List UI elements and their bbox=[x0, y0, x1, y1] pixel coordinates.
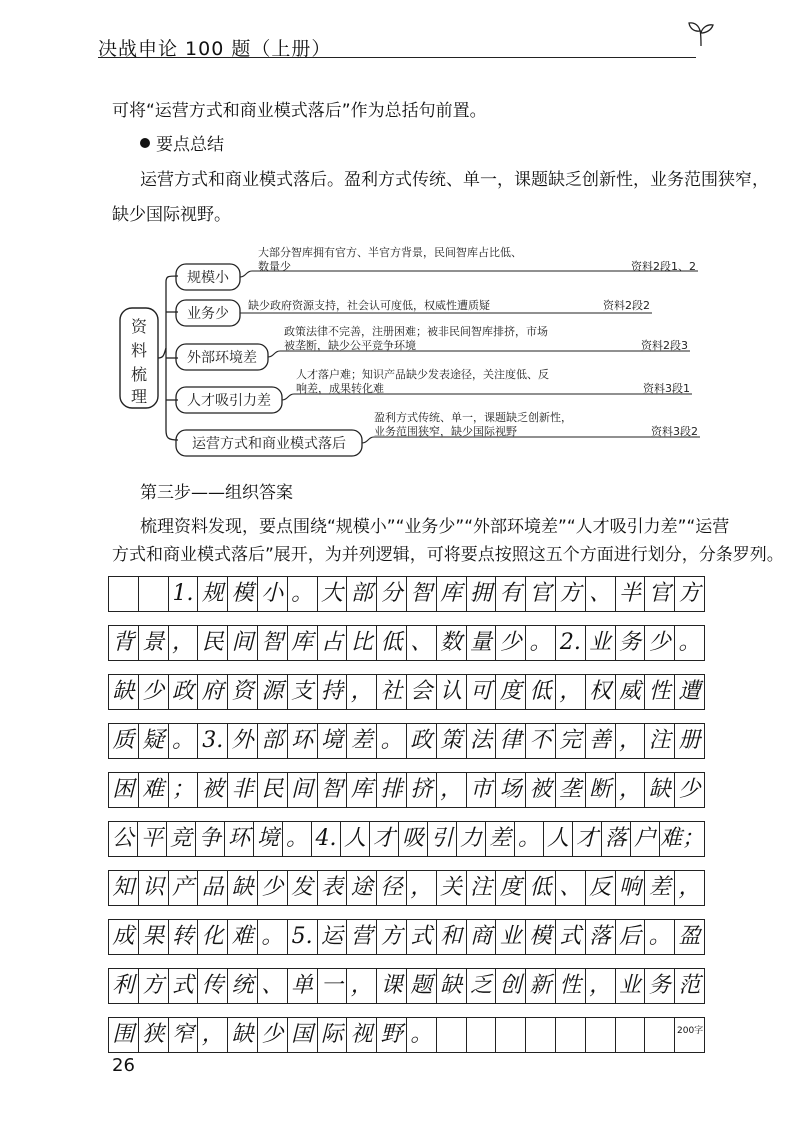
grid-cell: ， bbox=[347, 969, 377, 1003]
branch-note: 盈利方式传统、单一，课题缺乏创新性， bbox=[374, 411, 572, 424]
grid-cell: 务 bbox=[645, 969, 675, 1003]
grid-cell: 发 bbox=[288, 871, 318, 905]
mind-map bbox=[112, 240, 712, 470]
grid-cell: 后 bbox=[616, 920, 646, 954]
grid-cell: 吸 bbox=[399, 822, 428, 856]
grid-cell: ， bbox=[407, 871, 437, 905]
grid-cell: 智 bbox=[318, 773, 348, 807]
grid-cell: 途 bbox=[347, 871, 377, 905]
grid-cell: 库 bbox=[347, 773, 377, 807]
grid-cell: 成 bbox=[109, 920, 139, 954]
section-title: 要点总结 bbox=[156, 135, 224, 155]
grid-cell: 传 bbox=[198, 969, 228, 1003]
sprout-icon bbox=[686, 20, 716, 48]
grid-row bbox=[108, 919, 705, 955]
grid-cell: 响 bbox=[616, 871, 646, 905]
grid-cell: 可 bbox=[467, 675, 497, 709]
grid-cell: 利 bbox=[109, 969, 139, 1003]
grid-cell: 人 bbox=[341, 822, 370, 856]
grid-cell: 少 bbox=[139, 675, 169, 709]
grid-cell: 业 bbox=[616, 969, 646, 1003]
grid-cell: 径 bbox=[377, 871, 407, 905]
grid-cell: 遭 bbox=[678, 679, 701, 704]
grid-cell: 大 bbox=[318, 577, 348, 611]
grid-cell: 境 bbox=[318, 724, 348, 758]
grid-cell: 落 bbox=[602, 822, 631, 856]
grid-row bbox=[108, 772, 705, 808]
grid-cell: 部 bbox=[258, 724, 288, 758]
grid-cell: 营 bbox=[347, 920, 377, 954]
grid-cell: ， bbox=[616, 773, 646, 807]
grid-cell: 策 bbox=[437, 724, 467, 758]
grid-row bbox=[108, 1017, 705, 1053]
grid-cell: 府 bbox=[198, 675, 228, 709]
grid-cell: 际 bbox=[318, 1018, 348, 1052]
summary-line-1: 运营方式和商业模式落后。盈利方式传统、单一，课题缺乏创新性，业务范围狭窄， bbox=[140, 170, 769, 190]
grid-cell: 智 bbox=[258, 626, 288, 660]
grid-cell: 少 bbox=[258, 871, 288, 905]
grid-cell: 性 bbox=[645, 675, 675, 709]
grid-row bbox=[108, 821, 705, 857]
grid-cell: 商 bbox=[467, 920, 497, 954]
header-rule bbox=[98, 57, 696, 58]
grid-cell: 。 bbox=[678, 630, 701, 655]
grid-cell: 缺 bbox=[228, 871, 258, 905]
grid-cell: 难； bbox=[660, 826, 705, 851]
grid-cell: 和 bbox=[437, 920, 467, 954]
grid-cell: 挤 bbox=[407, 773, 437, 807]
mindmap-root-char: 料 bbox=[130, 341, 148, 360]
grid-cell: 。 bbox=[515, 822, 544, 856]
branch-label: 外部环境差 bbox=[187, 350, 257, 366]
grid-cell: 。 bbox=[169, 724, 199, 758]
grid-cell: 资 bbox=[228, 675, 258, 709]
grid-cell bbox=[467, 1018, 497, 1052]
grid-cell: 间 bbox=[288, 773, 318, 807]
grid-cell: 困 bbox=[109, 773, 139, 807]
grid-cell: 环 bbox=[288, 724, 318, 758]
grid-cell: 产 bbox=[169, 871, 199, 905]
grid-row bbox=[108, 870, 705, 906]
grid-cell: 差 bbox=[645, 871, 675, 905]
grid-cell: 创 bbox=[496, 969, 526, 1003]
grid-cell: 智 bbox=[407, 577, 437, 611]
grid-cell: 场 bbox=[496, 773, 526, 807]
grid-cell: 非 bbox=[228, 773, 258, 807]
grid-cell: 政 bbox=[407, 724, 437, 758]
grid-cell: 国 bbox=[288, 1018, 318, 1052]
grid-cell: ， bbox=[678, 875, 701, 900]
grid-cell: 威 bbox=[616, 675, 646, 709]
branch-label: 业务少 bbox=[187, 306, 229, 322]
grid-cell: 被 bbox=[198, 773, 228, 807]
branch-label: 人才吸引力差 bbox=[187, 393, 271, 409]
word-count-mark: 200字 bbox=[677, 1026, 704, 1036]
grid-cell: 持 bbox=[318, 675, 348, 709]
grid-cell: 官 bbox=[645, 577, 675, 611]
grid-cell: ， bbox=[437, 773, 467, 807]
branch-note: 被垄断，缺少公平竞争环境 bbox=[284, 339, 416, 352]
grid-cell: 方 bbox=[556, 577, 586, 611]
grid-cell: 权 bbox=[586, 675, 616, 709]
book-title: 决战申论 100 题（上册） bbox=[98, 38, 332, 60]
grid-cell: 境 bbox=[254, 822, 283, 856]
grid-cell: 窄 bbox=[169, 1018, 199, 1052]
grid-cell: 数 bbox=[437, 626, 467, 660]
grid-cell: 题 bbox=[407, 969, 437, 1003]
grid-cell: 人 bbox=[544, 822, 573, 856]
grid-cell: 业 bbox=[496, 920, 526, 954]
grid-cell: 背 bbox=[109, 626, 139, 660]
grid-cell: 质 bbox=[109, 724, 139, 758]
grid-cell: 野 bbox=[377, 1018, 407, 1052]
grid-cell: ， bbox=[556, 675, 586, 709]
grid-cell: 新 bbox=[526, 969, 556, 1003]
mindmap-root-char: 梳 bbox=[130, 365, 148, 384]
summary-line-2: 缺少国际视野。 bbox=[112, 205, 231, 225]
grid-cell: 度 bbox=[496, 871, 526, 905]
grid-cell: 性 bbox=[556, 969, 586, 1003]
branch-source: 资料2段3 bbox=[641, 339, 688, 352]
grid-cell: 果 bbox=[139, 920, 169, 954]
branch-source: 资料2段1、2 bbox=[631, 260, 696, 273]
grid-cell: 狭 bbox=[139, 1018, 169, 1052]
grid-cell: 模 bbox=[228, 577, 258, 611]
grid-cell: ， bbox=[198, 1018, 228, 1052]
grid-cell: 缺 bbox=[228, 1018, 258, 1052]
grid-cell: 统 bbox=[228, 969, 258, 1003]
grid-cell: ； bbox=[169, 773, 199, 807]
grid-cell: 垄 bbox=[556, 773, 586, 807]
grid-cell: 排 bbox=[377, 773, 407, 807]
grid-cell: 品 bbox=[198, 871, 228, 905]
grid-cell: 方 bbox=[377, 920, 407, 954]
branch-label: 运营方式和商业模式落后 bbox=[192, 436, 346, 452]
grid-cell: 课 bbox=[377, 969, 407, 1003]
grid-cell bbox=[586, 1018, 616, 1052]
grid-cell: 方 bbox=[139, 969, 169, 1003]
grid-cell: 4. bbox=[312, 822, 341, 856]
grid-cell: 被 bbox=[526, 773, 556, 807]
grid-cell bbox=[526, 1018, 556, 1052]
grid-cell: 缺 bbox=[109, 675, 139, 709]
grid-cell: 法 bbox=[467, 724, 497, 758]
grid-cell: 支 bbox=[288, 675, 318, 709]
grid-cell: 难 bbox=[139, 773, 169, 807]
branch-note: 人才落户难；知识产品缺少发表途径，关注度低、反 bbox=[296, 368, 549, 381]
grid-cell: 争 bbox=[196, 822, 225, 856]
grid-cell: 疑 bbox=[139, 724, 169, 758]
grid-cell: 一 bbox=[318, 969, 348, 1003]
grid-cell: 环 bbox=[225, 822, 254, 856]
grid-cell: 源 bbox=[258, 675, 288, 709]
grid-cell: 公 bbox=[109, 822, 138, 856]
grid-cell: 分 bbox=[377, 577, 407, 611]
grid-cell: 小 bbox=[258, 577, 288, 611]
grid-cell: ， bbox=[616, 724, 646, 758]
grid-cell: 完 bbox=[556, 724, 586, 758]
grid-cell: 、 bbox=[258, 969, 288, 1003]
grid-cell: 识 bbox=[139, 871, 169, 905]
mindmap-root-char: 理 bbox=[130, 387, 148, 406]
grid-row bbox=[108, 576, 705, 612]
step-line-2: 方式和商业模式落后”展开，为并列逻辑，可将要点按照这五个方面进行划分，分条罗列。 bbox=[112, 545, 784, 565]
grid-cell bbox=[645, 1018, 675, 1052]
grid-cell: 单 bbox=[288, 969, 318, 1003]
grid-row bbox=[108, 723, 705, 759]
grid-cell: 。 bbox=[283, 822, 312, 856]
grid-cell: 转 bbox=[169, 920, 199, 954]
grid-cell: 库 bbox=[437, 577, 467, 611]
branch-note: 缺少政府资源支持，社会认可度低，权威性遭质疑 bbox=[248, 299, 490, 312]
branch-note: 响差，成果转化难 bbox=[296, 382, 384, 395]
grid-cell: 2. bbox=[556, 626, 586, 660]
grid-cell: 力 bbox=[457, 822, 486, 856]
grid-cell: 式 bbox=[407, 920, 437, 954]
grid-cell: 式 bbox=[169, 969, 199, 1003]
mindmap-root-char: 资 bbox=[130, 317, 148, 336]
grid-cell: 方 bbox=[678, 581, 701, 606]
grid-cell bbox=[556, 1018, 586, 1052]
grid-cell: 缺 bbox=[645, 773, 675, 807]
grid-cell: 少 bbox=[258, 1018, 288, 1052]
grid-row bbox=[108, 674, 705, 710]
grid-cell: 。 bbox=[288, 577, 318, 611]
grid-cell: ， bbox=[586, 969, 616, 1003]
grid-cell: 比 bbox=[347, 626, 377, 660]
grid-cell: 难 bbox=[228, 920, 258, 954]
bullet-icon bbox=[140, 138, 150, 148]
grid-cell: 范 bbox=[678, 973, 701, 998]
intro-line: 可将“运营方式和商业模式落后”作为总括句前置。 bbox=[112, 101, 487, 121]
section-heading bbox=[140, 135, 224, 155]
grid-row bbox=[108, 968, 705, 1004]
branch-source: 资料3段1 bbox=[643, 382, 690, 395]
grid-cell: 政 bbox=[169, 675, 199, 709]
grid-cell: 才 bbox=[573, 822, 602, 856]
grid-cell: 差 bbox=[347, 724, 377, 758]
grid-cell: 差 bbox=[486, 822, 515, 856]
grid-cell: 会 bbox=[407, 675, 437, 709]
page-number: 26 bbox=[112, 1055, 135, 1076]
grid-cell: 低 bbox=[526, 871, 556, 905]
branch-note: 政策法律不完善，注册困难；被非民间智库排挤，市场 bbox=[284, 325, 548, 338]
grid-cell: 少 bbox=[496, 626, 526, 660]
grid-cell: 业 bbox=[586, 626, 616, 660]
grid-cell: 市 bbox=[467, 773, 497, 807]
grid-cell: 3. bbox=[198, 724, 228, 758]
grid-cell: 景 bbox=[139, 626, 169, 660]
grid-cell: 规 bbox=[198, 577, 228, 611]
branch-note: 业务范围狭窄，缺少国际视野 bbox=[374, 425, 517, 438]
grid-cell: 间 bbox=[228, 626, 258, 660]
grid-cell: 缺 bbox=[437, 969, 467, 1003]
grid-cell: 半 bbox=[616, 577, 646, 611]
step-line-1: 梳理资料发现，要点围绕“规模小”“业务少”“外部环境差”“人才吸引力差”“运营 bbox=[140, 517, 730, 537]
branch-source: 资料2段2 bbox=[603, 299, 650, 312]
grid-cell: 户 bbox=[631, 822, 660, 856]
grid-cell: 少 bbox=[678, 777, 701, 802]
grid-cell: 、 bbox=[407, 626, 437, 660]
grid-cell: 、 bbox=[586, 577, 616, 611]
grid-cell: 量 bbox=[467, 626, 497, 660]
grid-cell: 部 bbox=[347, 577, 377, 611]
grid-cell: 民 bbox=[258, 773, 288, 807]
grid-cell: ， bbox=[347, 675, 377, 709]
grid-cell: ， bbox=[169, 626, 199, 660]
grid-cell: 认 bbox=[437, 675, 467, 709]
branch-source: 资料3段2 bbox=[651, 425, 698, 438]
grid-cell: 低 bbox=[377, 626, 407, 660]
branch-note: 大部分智库拥有官方、半官方背景，民间智库占比低、 bbox=[258, 246, 522, 259]
grid-cell: 。 bbox=[645, 920, 675, 954]
step-title: 第三步——组织答案 bbox=[140, 483, 293, 503]
grid-cell: 注 bbox=[467, 871, 497, 905]
grid-cell: 律 bbox=[496, 724, 526, 758]
grid-cell bbox=[109, 577, 139, 611]
grid-cell: 。 bbox=[526, 626, 556, 660]
grid-cell: 注 bbox=[645, 724, 675, 758]
grid-cell: 才 bbox=[370, 822, 399, 856]
grid-cell: 务 bbox=[616, 626, 646, 660]
grid-cell: 度 bbox=[496, 675, 526, 709]
grid-cell: 少 bbox=[645, 626, 675, 660]
grid-cell: 乏 bbox=[467, 969, 497, 1003]
grid-cell: 有 bbox=[496, 577, 526, 611]
grid-cell: 占 bbox=[318, 626, 348, 660]
grid-cell: 民 bbox=[198, 626, 228, 660]
grid-cell: 引 bbox=[428, 822, 457, 856]
grid-cell bbox=[496, 1018, 526, 1052]
grid-cell: 5. bbox=[288, 920, 318, 954]
grid-cell: 低 bbox=[526, 675, 556, 709]
grid-cell: 。 bbox=[407, 1018, 437, 1052]
grid-cell: 平 bbox=[138, 822, 167, 856]
grid-cell: 。 bbox=[377, 724, 407, 758]
grid-cell: 1. bbox=[169, 577, 199, 611]
grid-cell: 外 bbox=[228, 724, 258, 758]
grid-cell: 知 bbox=[109, 871, 139, 905]
grid-cell bbox=[437, 1018, 467, 1052]
grid-cell: 视 bbox=[347, 1018, 377, 1052]
grid-cell bbox=[616, 1018, 646, 1052]
grid-cell: 官 bbox=[526, 577, 556, 611]
grid-cell: 库 bbox=[288, 626, 318, 660]
grid-cell: 表 bbox=[318, 871, 348, 905]
grid-cell: 社 bbox=[377, 675, 407, 709]
grid-cell: 运 bbox=[318, 920, 348, 954]
grid-cell: 拥 bbox=[467, 577, 497, 611]
grid-cell: 善 bbox=[586, 724, 616, 758]
grid-cell: 模 bbox=[526, 920, 556, 954]
grid-cell: 不 bbox=[526, 724, 556, 758]
grid-cell bbox=[139, 577, 169, 611]
grid-cell: 竞 bbox=[167, 822, 196, 856]
branch-note: 数量少 bbox=[258, 260, 291, 273]
grid-cell: 关 bbox=[437, 871, 467, 905]
grid-cell: 化 bbox=[198, 920, 228, 954]
grid-cell: 断 bbox=[586, 773, 616, 807]
grid-cell: 、 bbox=[556, 871, 586, 905]
grid-cell: 落 bbox=[586, 920, 616, 954]
grid-cell: 。 bbox=[258, 920, 288, 954]
branch-label: 规模小 bbox=[187, 270, 229, 286]
grid-cell: 式 bbox=[556, 920, 586, 954]
grid-cell: 围 bbox=[109, 1018, 139, 1052]
grid-cell: 盈 bbox=[678, 924, 701, 949]
grid-cell: 反 bbox=[586, 871, 616, 905]
grid-row bbox=[108, 625, 705, 661]
grid-cell: 册 bbox=[678, 728, 701, 753]
